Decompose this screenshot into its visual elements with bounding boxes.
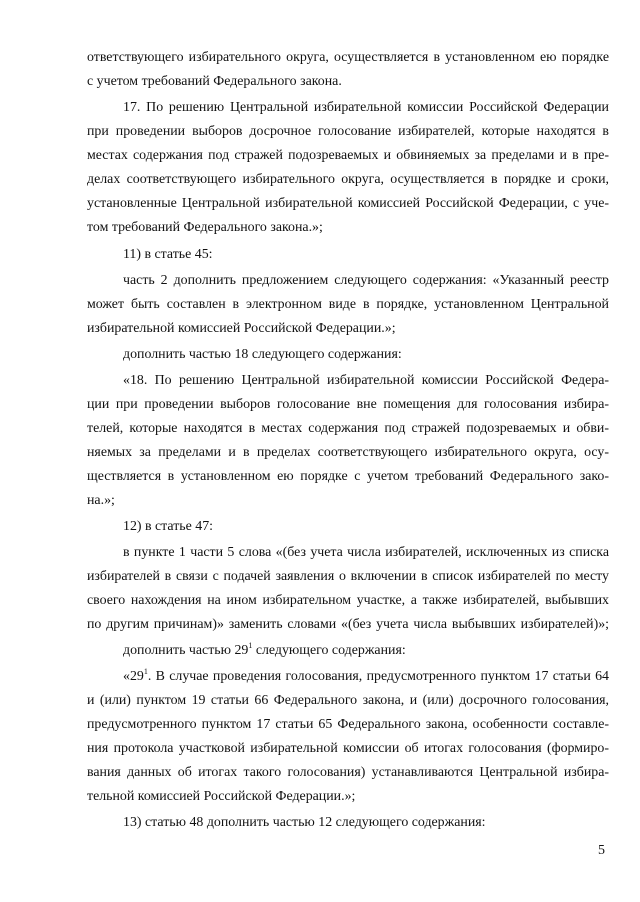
text-line: тельной комиссией Российской Федерации.»; — [87, 789, 356, 804]
text-line: ответствующего избирательного округа, осуществляется в установленном ею порядке — [87, 50, 609, 65]
text-line: няемых за пределами и в пределах соответствующего избирательного округа, осу- — [87, 445, 609, 460]
text-line: и (или) пунктом 19 статьи 66 Федерального закона, и (или) досрочного голосования, — [87, 693, 609, 708]
text-line: «$29^1$. В случае проведения голосования, предусмотренного пунктом 17 статьи 64 — [123, 667, 609, 684]
text-line: ществляется в установленном ею порядке с учетом требований Федерального зако- — [87, 469, 609, 484]
text-line: предусмотренного пунктом 17 статьи 65 Федерального закона, особенности составле- — [87, 717, 609, 732]
text-line: избирателей в связи с подачей заявления о включении в список избирателей по месту — [87, 569, 609, 584]
text-line: вания данных об итогах такого голосования) устанавливаются Центральной избира- — [87, 765, 609, 780]
text-line: 17. По решению Центральной избирательной комиссии Российской Федерации — [123, 100, 609, 115]
text-line: при проведении выборов досрочное голосование избирателей, которые находятся в — [87, 124, 609, 139]
text-line: с учетом требований Федерального закона. — [87, 74, 342, 89]
text-line: местах содержания под стражей подозреваемых и обвиняемых за пределами и в пре- — [87, 148, 609, 163]
text-line: своего нахождения на ином избирательном участке, а также избирателей, выбывших — [87, 593, 609, 608]
text-line: может быть составлен в электронном виде в порядке, установленном Центральной — [87, 297, 609, 312]
page-number: 5 — [598, 843, 605, 858]
text-line: 12) в статье 47: — [123, 519, 214, 534]
superscript: 1 — [248, 641, 253, 650]
text-line: том требований Федерального закона.»; — [87, 220, 323, 235]
text-line: дополнить частью $29^1$ следующего содержания: — [123, 641, 406, 658]
text-line: часть 2 дополнить предложением следующего содержания: «Указанный реестр — [123, 273, 609, 288]
text-line: в пункте 1 части 5 слова «(без учета числа избирателей, исключенных из списка — [123, 545, 609, 560]
text-line: на.»; — [87, 493, 115, 508]
text-line: установленные Центральной избирательной комиссией Российской Федерации, с уче- — [87, 196, 609, 211]
text-line: ции при проведении выборов голосование вне помещения для голосования избира- — [87, 397, 609, 412]
text-line: 13) статью 48 дополнить частью 12 следующего содержания: — [123, 815, 486, 830]
text-line: телей, которые находятся в местах содержания под стражей подозреваемых и обви- — [87, 421, 609, 436]
text-line: избирательной комиссией Российской Федерации.»; — [87, 321, 396, 336]
text-line: ния протокола участковой избирательной комиссии об итогах голосования (формиро- — [87, 741, 609, 756]
text-line: «18. По решению Центральной избирательной комиссии Российской Федера- — [123, 373, 609, 388]
text-line: дополнить частью 18 следующего содержания: — [123, 347, 402, 362]
superscript: 1 — [143, 667, 148, 676]
text-line: по другим причинам)» заменить словами «(без учета числа выбывших избирателей)»; — [87, 617, 609, 632]
text-line: 11) в статье 45: — [123, 247, 213, 262]
text-line: делах соответствующего избирательного округа, осуществляется в порядке и сроки, — [87, 172, 609, 187]
